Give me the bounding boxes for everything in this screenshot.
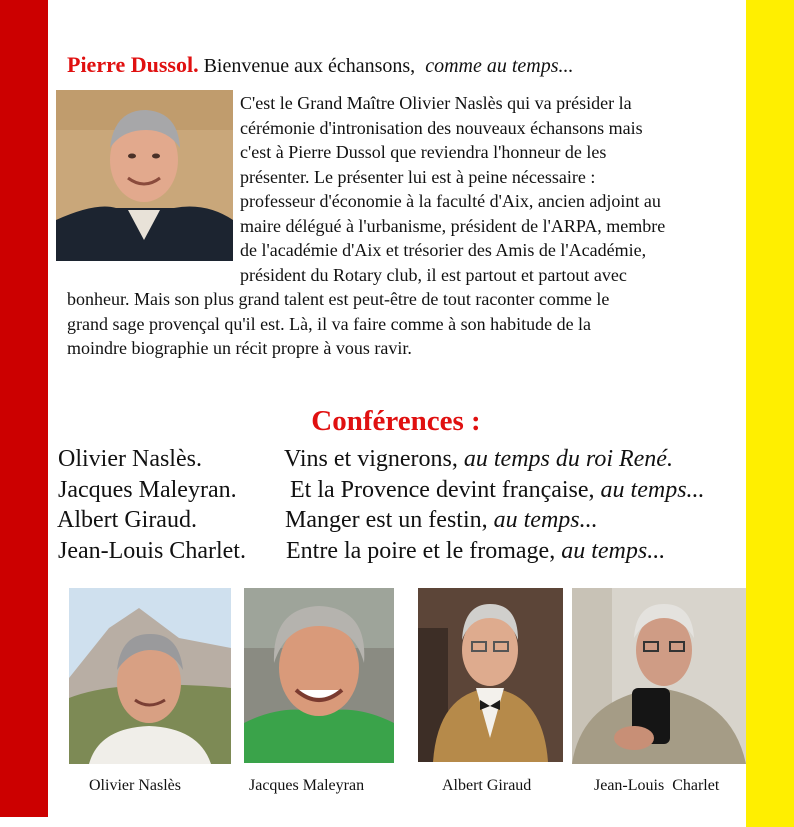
albert-giraud-photo	[418, 588, 563, 762]
conference-topic-italic: au temps...	[561, 538, 666, 564]
jean-louis-charlet-photo	[572, 588, 746, 764]
photo-caption: Jacques Maleyran	[249, 777, 365, 794]
bio-line: bonheur. Mais son plus grand talent est peut-être de tout raconter comme le	[67, 289, 610, 309]
bio-line: professeur d'économie à la faculté d'Aix, ancien adjoint au	[240, 191, 661, 211]
conference-row	[58, 446, 202, 473]
bio-line: c'est à Pierre Dussol que reviendra l'honneur de les	[240, 142, 607, 162]
conference-topic-text: Et la Provence devint française,	[290, 477, 595, 503]
bio-line: maire délégué à l'urbanisme, président de l'ARPA, membre	[240, 215, 666, 236]
intro-text: Bienvenue aux échansons,	[203, 55, 416, 77]
conference-topic-text: Manger est un festin,	[285, 507, 488, 533]
bio-line: C'est le Grand Maître Olivier Naslès qui va présider la	[240, 93, 632, 113]
intro-name: Pierre Dussol.	[67, 52, 199, 77]
conference-speaker: Jean-Louis Charlet.	[58, 538, 246, 564]
bio-line: moindre biographie un récit propre à vous ravir.	[67, 338, 412, 358]
conference-row	[57, 507, 197, 534]
conference-topic	[284, 446, 673, 473]
conferences-title-text: Conférences :	[311, 405, 481, 437]
conference-topic-italic: au temps du roi René.	[463, 446, 673, 472]
conference-topic	[290, 477, 705, 504]
conference-topic-text: Vins et vignerons,	[284, 446, 458, 472]
olivier-nasles-photo	[69, 588, 231, 764]
conference-topic-italic: au temps...	[600, 477, 705, 503]
conferences-title	[0, 405, 794, 438]
conference-speaker: Albert Giraud.	[57, 507, 197, 533]
bio-line: de l'académie d'Aix et trésorier des Amis de l'Académie,	[240, 240, 647, 260]
conference-speaker: Olivier Naslès.	[58, 446, 202, 472]
jacques-maleyran-photo	[244, 588, 394, 763]
conference-speaker: Jacques Maleyran.	[58, 477, 237, 503]
conference-topic	[285, 507, 598, 534]
intro-tail: comme au temps...	[425, 55, 574, 77]
conference-row	[58, 538, 246, 565]
conference-topic-text: Entre la poire et le fromage,	[286, 538, 556, 564]
bio-line: présenter. Le présenter lui est à peine nécessaire :	[240, 166, 596, 187]
conference-topic	[286, 538, 665, 565]
conference-row	[58, 477, 237, 504]
bio-line: grand sage provençal qu'il est. Là, il va faire comme à son habitude de la	[67, 313, 592, 334]
conference-topic-italic: au temps...	[493, 507, 598, 533]
bio-paragraph-right	[240, 91, 746, 287]
photo-caption: Albert Giraud	[442, 777, 532, 794]
bio-paragraph-full	[67, 287, 739, 361]
photo-caption: Olivier Naslès	[89, 777, 181, 794]
bio-line: cérémonie d'intronisation des nouveaux échansons mais	[240, 117, 643, 138]
intro-heading	[67, 52, 574, 78]
bio-line: président du Rotary club, il est partout et partout avec	[240, 264, 627, 285]
photo-caption: Jean-Louis Charlet	[594, 777, 720, 794]
pierre-dussol-portrait	[56, 90, 233, 261]
